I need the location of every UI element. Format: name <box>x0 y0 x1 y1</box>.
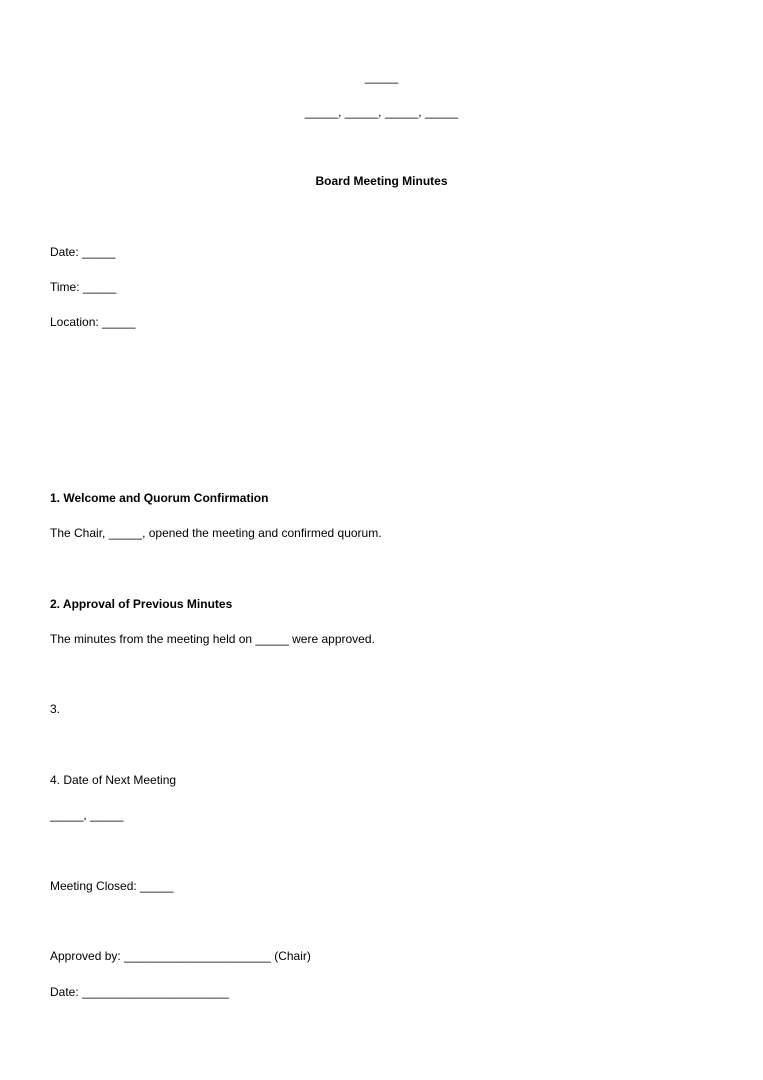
header-line-2: _____, _____, _____, _____ <box>304 105 459 119</box>
meeting-date: Date: _____ <box>50 245 116 259</box>
section-4-body: _____, _____ <box>50 808 124 822</box>
section-1-heading: 1. Welcome and Quorum Confirmation <box>50 491 269 505</box>
meeting-location: Location: _____ <box>50 315 136 329</box>
section-1-body: The Chair, _____, opened the meeting and confirmed quorum. <box>50 526 382 540</box>
section-2-body: The minutes from the meeting held on _____ were approved. <box>50 632 375 646</box>
meeting-closed: Meeting Closed: _____ <box>50 879 174 893</box>
approved-by: Approved by: ______________________ (Chair) <box>50 949 311 963</box>
section-4-heading: 4. Date of Next Meeting <box>50 773 177 787</box>
section-3-heading: 3. <box>50 702 61 716</box>
approval-date: Date: ______________________ <box>50 985 229 999</box>
header-line-1: _____ <box>364 70 399 84</box>
document-title: Board Meeting Minutes <box>315 174 448 188</box>
section-2-heading: 2. Approval of Previous Minutes <box>50 597 233 611</box>
meeting-time: Time: _____ <box>50 280 117 294</box>
